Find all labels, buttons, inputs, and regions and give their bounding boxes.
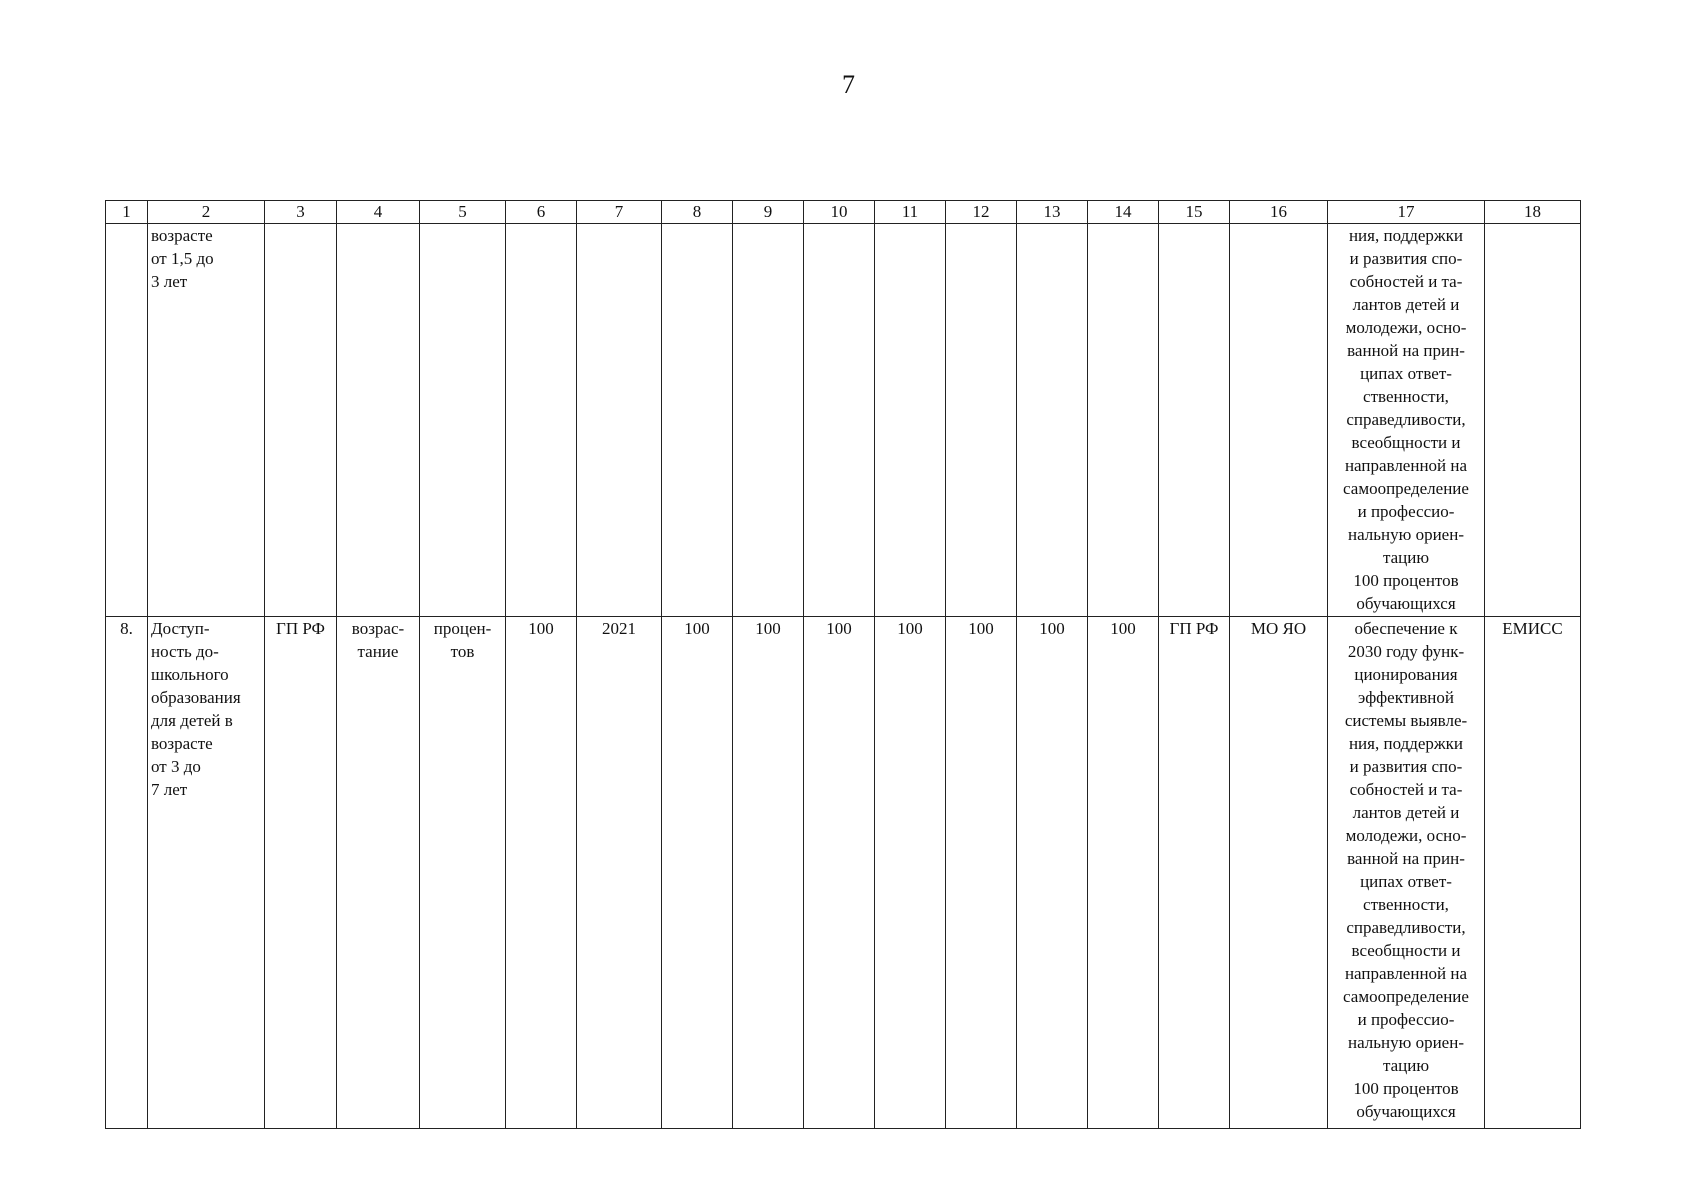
table-cell: МО ЯО bbox=[1230, 617, 1328, 1129]
table-cell: возрас- тание bbox=[337, 617, 420, 1129]
table-row bbox=[106, 224, 1581, 617]
table-cell: процен- тов bbox=[420, 617, 506, 1129]
row-number-cell: 8. bbox=[106, 617, 148, 1129]
table-row bbox=[106, 617, 1581, 1129]
column-header: 2 bbox=[148, 201, 265, 224]
table-cell: 100 bbox=[662, 617, 733, 1129]
goal-text-cell: ния, поддержки и развития спо- собностей и та- лантов детей и молодежи, осно- ванной на прин- ципах ответ- ственности, справедливости, всеобщности и направленной на самоопределение и профессио- нальную ориен- тацию 100 процентов обучающихся bbox=[1328, 224, 1485, 617]
table-cell: 100 bbox=[1088, 617, 1159, 1129]
indicator-name-cell: возрасте от 1,5 до 3 лет bbox=[148, 224, 265, 617]
column-header: 6 bbox=[506, 201, 577, 224]
table-cell bbox=[662, 224, 733, 617]
column-header: 17 bbox=[1328, 201, 1485, 224]
row-number-cell bbox=[106, 224, 148, 617]
table-cell bbox=[1088, 224, 1159, 617]
column-header: 9 bbox=[733, 201, 804, 224]
table-cell bbox=[875, 224, 946, 617]
table-cell bbox=[1230, 224, 1328, 617]
table-cell: ГП РФ bbox=[1159, 617, 1230, 1129]
table-cell bbox=[337, 224, 420, 617]
column-header: 18 bbox=[1485, 201, 1581, 224]
table-cell bbox=[577, 224, 662, 617]
column-header: 11 bbox=[875, 201, 946, 224]
column-header: 14 bbox=[1088, 201, 1159, 224]
table-cell: 100 bbox=[946, 617, 1017, 1129]
column-header: 8 bbox=[662, 201, 733, 224]
table-cell: 100 bbox=[804, 617, 875, 1129]
column-header: 15 bbox=[1159, 201, 1230, 224]
column-header: 5 bbox=[420, 201, 506, 224]
indicator-name-cell: Доступ- ность до- школьного образования для детей в возрасте от 3 до 7 лет bbox=[148, 617, 265, 1129]
table-cell bbox=[265, 224, 337, 617]
table-cell: 2021 bbox=[577, 617, 662, 1129]
column-header: 7 bbox=[577, 201, 662, 224]
page-number: 7 bbox=[842, 70, 855, 99]
column-header: 13 bbox=[1017, 201, 1088, 224]
table-cell: 100 bbox=[1017, 617, 1088, 1129]
table-cell: ГП РФ bbox=[265, 617, 337, 1129]
column-header: 16 bbox=[1230, 201, 1328, 224]
table-cell bbox=[804, 224, 875, 617]
table-cell: 100 bbox=[875, 617, 946, 1129]
table-cell bbox=[1017, 224, 1088, 617]
table-cell bbox=[1485, 224, 1581, 617]
column-header: 1 bbox=[106, 201, 148, 224]
column-header: 12 bbox=[946, 201, 1017, 224]
table-cell bbox=[946, 224, 1017, 617]
indicators-table bbox=[105, 200, 1581, 1129]
column-header: 3 bbox=[265, 201, 337, 224]
table-cell: 100 bbox=[506, 617, 577, 1129]
column-header: 10 bbox=[804, 201, 875, 224]
table-cell: 100 bbox=[733, 617, 804, 1129]
table-header-row bbox=[106, 201, 1581, 224]
table-cell bbox=[1159, 224, 1230, 617]
column-header: 4 bbox=[337, 201, 420, 224]
table-cell: ЕМИСС bbox=[1485, 617, 1581, 1129]
table-cell bbox=[420, 224, 506, 617]
goal-text-cell: обеспечение к 2030 году функ- ционирования эффективной системы выявле- ния, поддержки и развития спо- собностей и та- лантов детей и молодежи, осно- ванной на прин- ципах ответ- ственности, справедливости, всеобщности и направленной на самоопределение и профессио- нальную ориен- тацию 100 процентов обучающихся bbox=[1328, 617, 1485, 1129]
table-cell bbox=[733, 224, 804, 617]
table-cell bbox=[506, 224, 577, 617]
